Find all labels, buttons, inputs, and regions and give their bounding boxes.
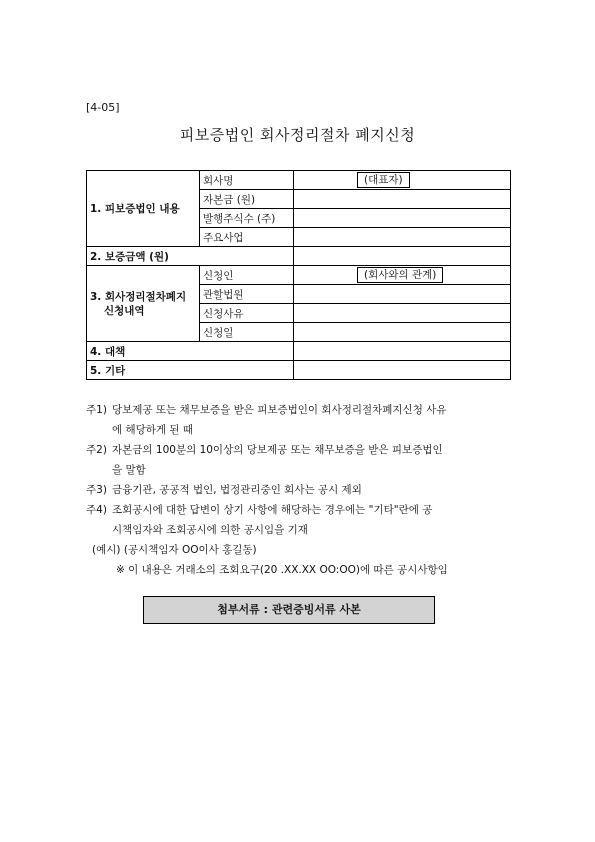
main-business-field[interactable] [294, 228, 511, 247]
company-name-field[interactable] [294, 171, 511, 190]
note-1-line2: 에 해당하게 된 때 [112, 424, 194, 436]
attachment-box: 첨부서류 : 관련증빙서류 사본 [143, 596, 435, 624]
note-3-line1: 금융기관, 공공적 법인, 법정관리중인 회사는 공시 제외 [112, 484, 362, 496]
countermeasure-label: 4. 대책 [87, 342, 294, 361]
note-1-label: 주1) [86, 404, 107, 416]
court-label: 관할법원 [200, 285, 294, 304]
note-2-line2: 을 말함 [112, 464, 146, 476]
note-1 [86, 400, 516, 440]
applicant-field[interactable] [294, 266, 511, 285]
note-4-line1: 조회공시에 대한 답변이 상기 사항에 해당하는 경우에는 "기타"란에 공 [112, 504, 433, 516]
guarantee-amount-label: 2. 보증금액 (원) [87, 247, 294, 266]
reason-label: 신청사유 [200, 304, 294, 323]
issued-shares-label: 발행주식수 (주) [200, 209, 294, 228]
note-4 [86, 500, 516, 540]
main-business-label: 주요사업 [200, 228, 294, 247]
footnotes [86, 400, 516, 580]
note-2 [86, 440, 516, 480]
note-2-line1: 자본금의 100분의 10이상의 당보제공 또는 채무보증을 받은 피보증법인 [112, 444, 443, 456]
application-date-field[interactable] [294, 323, 511, 342]
form-code: [4-05] [86, 101, 120, 114]
court-field[interactable] [294, 285, 511, 304]
section-procedure-label-line2: 신청내역 [104, 304, 145, 317]
other-field[interactable] [294, 361, 511, 380]
reason-field[interactable] [294, 304, 511, 323]
application-date-label: 신청일 [200, 323, 294, 342]
capital-label: 자본금 (원) [200, 190, 294, 209]
relation-box: (회사와의 관계) [357, 267, 443, 283]
issued-shares-field[interactable] [294, 209, 511, 228]
note-3 [86, 480, 516, 500]
note-2-label: 주2) [86, 444, 107, 456]
representative-box: (대표자) [357, 172, 410, 188]
section-procedure-label [87, 266, 200, 342]
applicant-label: 신청인 [200, 266, 294, 285]
application-form-table [86, 170, 511, 380]
note-1-line1: 당보제공 또는 채무보증을 받은 피보증법인이 회사정리절차폐지신청 사유 [112, 404, 447, 416]
note-3-label: 주3) [86, 484, 107, 496]
note-4-line2: 시책임자와 조회공시에 의한 공시임을 기재 [112, 524, 308, 536]
countermeasure-field[interactable] [294, 342, 511, 361]
disclosure-note: ※ 이 내용은 거래소의 조회요구(20 .XX.XX OO:OO)에 따른 공시사항임 [116, 564, 448, 576]
other-label: 5. 기타 [87, 361, 294, 380]
capital-field[interactable] [294, 190, 511, 209]
section-company-info-label: 1. 피보증법인 내용 [87, 171, 200, 247]
example-line: (예시) (공시책임자 OO이사 홍길동) [92, 544, 257, 556]
company-name-label: 회사명 [200, 171, 294, 190]
form-title: 피보증법인 회사정리절차 폐지신청 [179, 126, 416, 144]
note-4-label: 주4) [86, 504, 107, 516]
guarantee-amount-field[interactable] [294, 247, 511, 266]
section-procedure-label-line1: 3. 회사정리절차폐지 [90, 290, 187, 303]
